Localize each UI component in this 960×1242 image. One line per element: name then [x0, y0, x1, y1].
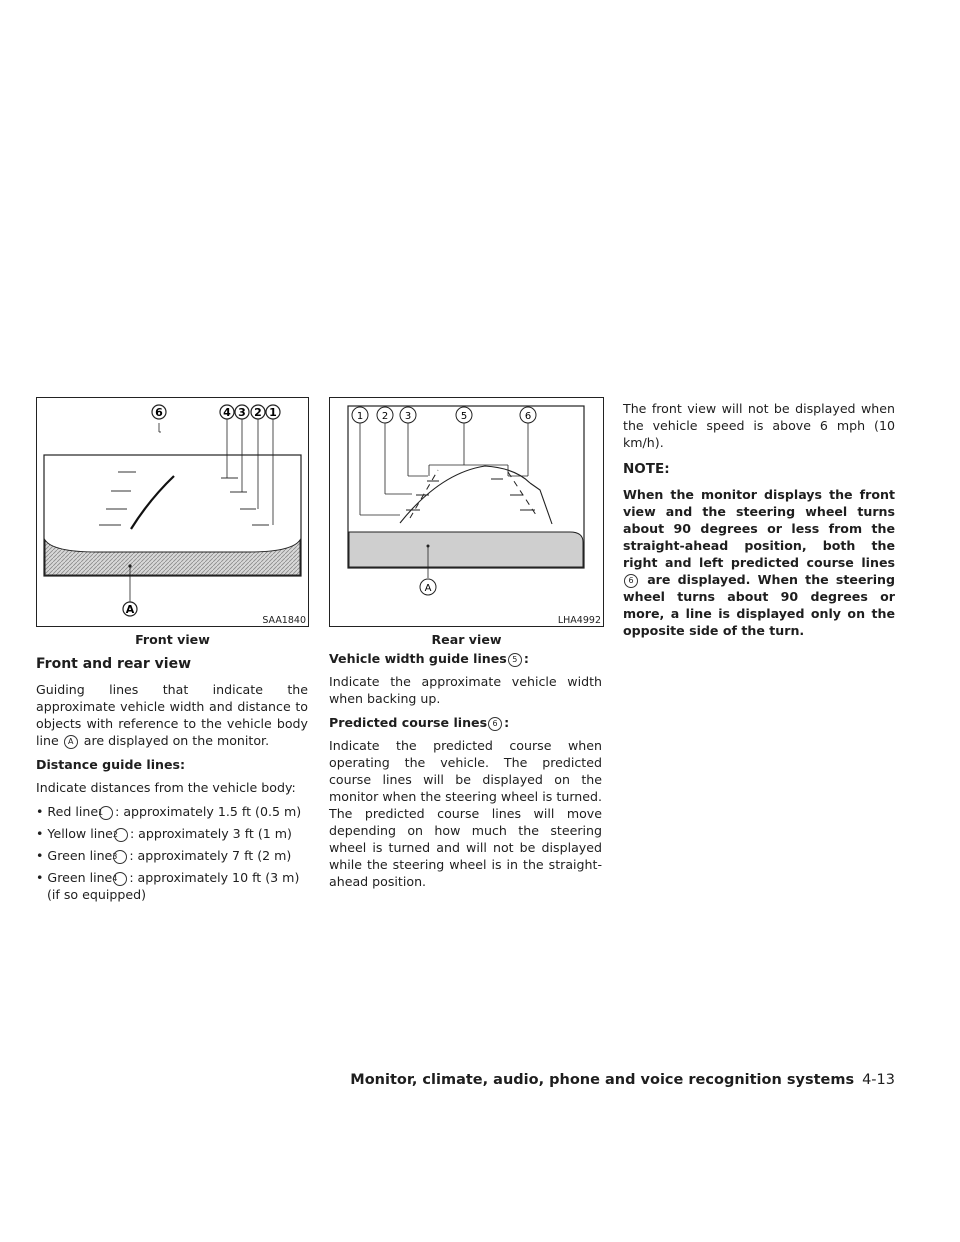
figure-code: SAA1840 — [262, 615, 306, 626]
front-view-diagram — [37, 398, 308, 626]
list-item: • Green line4 : approximately 10 ft (3 m) (if so equipped) — [36, 870, 300, 902]
distance-heading: Distance guide lines: — [36, 757, 186, 772]
rear-callout-3: 3 — [404, 411, 412, 422]
list-item: • Green line3 : approximately 7 ft (2 m) — [36, 848, 292, 863]
column-3 — [623, 400, 895, 646]
rear-callout-5: 5 — [460, 411, 468, 422]
page-footer — [0, 1072, 895, 1088]
intro-text-end: are displayed on the monitor. — [83, 733, 270, 748]
distance-list — [36, 803, 308, 903]
front-callout-a: A — [125, 603, 135, 616]
marker-3: 3 — [113, 850, 127, 864]
figure-caption: Rear view — [431, 632, 502, 647]
list-item: • Yellow line2 : approximately 3 ft (1 m) — [36, 826, 292, 841]
figure-caption: Front view — [135, 632, 210, 647]
speed-text: The front view will not be displayed when the vehicle speed is above 6 mph (10 km/h). — [623, 401, 895, 450]
rear-callout-6: 6 — [524, 411, 532, 422]
section-heading: Front and rear view — [36, 656, 192, 672]
marker-1: 1 — [99, 806, 113, 820]
predicted-course-text: Indicate the predicted course when operating the vehicle. The predicted course lines will be displayed on the monitor when the steering wheel is turned. The predicted course lines will move depending on how much the steering wheel is turned and will not be displayed while the steering wheel is in the straight-ahead position. — [329, 738, 602, 889]
front-callout-2: 2 — [254, 406, 262, 419]
column-2 — [329, 650, 602, 897]
marker-4: 4 — [113, 872, 127, 886]
predicted-course-heading: Predicted course lines 6 : — [329, 715, 510, 730]
marker-6: 6 — [488, 717, 502, 731]
intro-paragraph — [36, 681, 308, 749]
list-item: • Red line1 : approximately 1.5 ft (0.5 m) — [36, 804, 302, 819]
rear-view-figure — [329, 397, 604, 627]
marker-2: 2 — [114, 828, 128, 842]
figure-code: LHA4992 — [557, 615, 601, 626]
rear-callout-a: A — [424, 583, 432, 594]
column-1 — [36, 656, 308, 908]
front-callout-1: 1 — [269, 406, 277, 419]
marker-a: A — [64, 735, 78, 749]
note-text: When the monitor displays the front view and the steering wheel turns about 90 degrees or less from the straight-ahead position, both the right and left predicted course lines 6 are displayed. When the steering wheel turns about 90 degrees or more, a line is displayed only on the opposite side of the turn. — [623, 487, 895, 638]
marker-6: 6 — [624, 574, 638, 588]
page-number: 4-13 — [862, 1072, 895, 1088]
distance-intro: Indicate distances from the vehicle body: — [36, 780, 296, 795]
width-guide-text: Indicate the approximate vehicle width when backing up. — [329, 674, 602, 706]
footer-title: Monitor, climate, audio, phone and voice recognition systems — [350, 1072, 855, 1088]
front-view-figure — [36, 397, 309, 627]
front-callout-6: 6 — [155, 406, 163, 419]
rear-callout-1: 1 — [356, 411, 364, 422]
intro-text: Guiding lines that indicate the approximate vehicle width and distance to objects with reference to the vehicle body line — [36, 682, 308, 748]
width-guide-heading: Vehicle width guide lines 5 : — [329, 651, 529, 666]
front-callout-4: 4 — [223, 406, 231, 419]
marker-5: 5 — [508, 653, 522, 667]
note-heading: NOTE: — [623, 461, 670, 477]
rear-callout-2: 2 — [381, 411, 389, 422]
rear-view-diagram — [330, 398, 603, 626]
front-callout-3: 3 — [238, 406, 246, 419]
